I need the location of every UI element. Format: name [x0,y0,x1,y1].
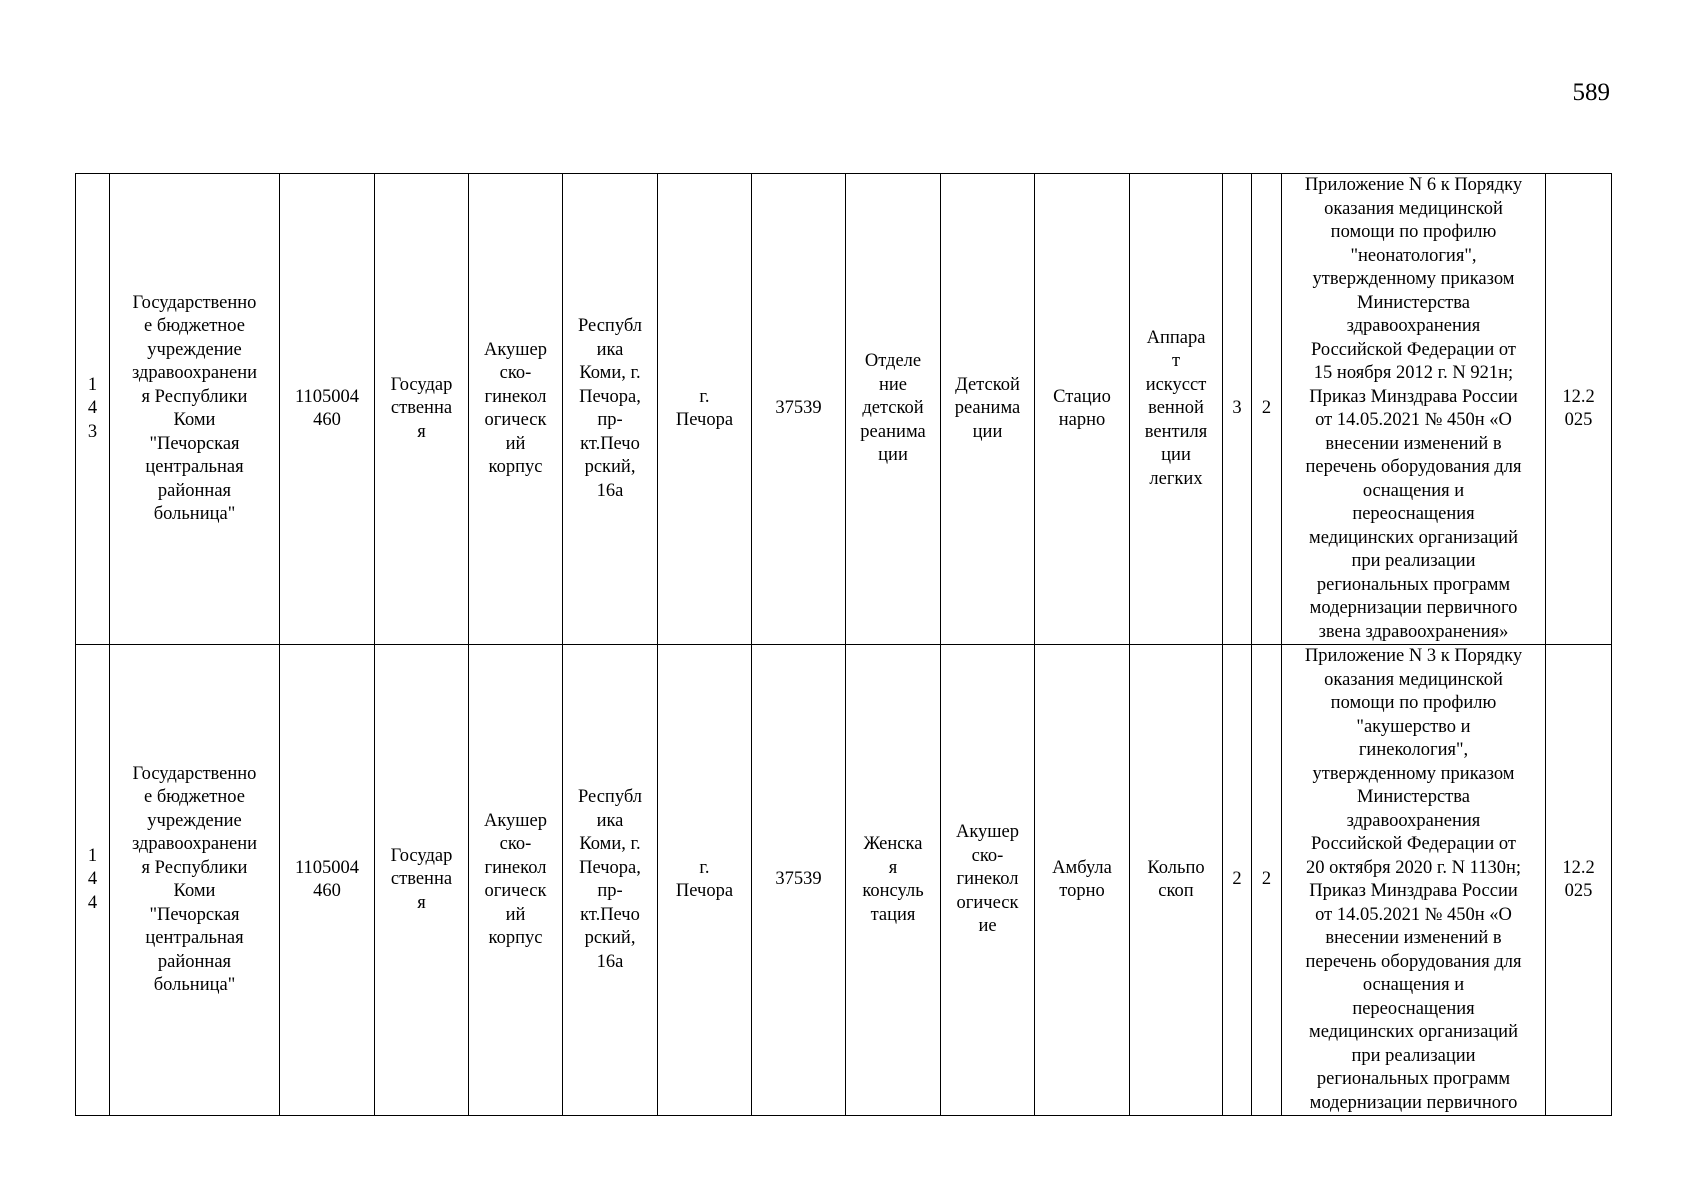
quantity-a-cell [1223,645,1252,1116]
cell-text: Государ ственна я [390,845,453,913]
cell-text: 1105004 460 [294,386,360,430]
cell-text: Акушер ско- гинекол огическ ий корпус [483,810,548,948]
row-number-cell [76,645,110,1116]
oktmo-cell [752,645,846,1116]
row-number-cell [76,174,110,645]
legal-basis-cell [1282,645,1546,1116]
cell-text: г. Печора [675,386,734,430]
cell-text: Аппара т искусст венной вентиля ции легких [1144,327,1208,489]
department-cell [846,645,941,1116]
profile-cell [941,174,1035,645]
cell-text: 1 4 3 [87,374,98,442]
table-row [76,645,1612,1116]
building-cell [469,645,563,1116]
quantity-b-cell [1252,174,1282,645]
date-cell [1546,645,1612,1116]
cell-text: Женска я консуль тация [862,834,924,925]
legal-basis-cell [1282,174,1546,645]
cell-text: Акушер ско- гинекол огическ ий корпус [483,339,548,477]
profile-cell [941,645,1035,1116]
table-row [76,174,1612,645]
cell-text: Государ ственна я [390,374,453,442]
quantity-a-cell [1223,174,1252,645]
cell-text: Отделе ние детской реанима ции [860,351,926,466]
cell-text: 2 [1232,869,1242,890]
department-cell [846,174,941,645]
cell-text: 37539 [775,398,822,419]
cell-text: Акушер ско- гинекол огическ ие [955,822,1020,937]
cell-text: Республ ика Коми, г. Печора, пр- кт.Печо рский, 16а [577,787,643,972]
address-cell [563,645,658,1116]
equipment-cell [1130,645,1223,1116]
cell-text: Приложение N 3 к Порядку оказания медицинской помощи по профилю "акушерство и гинекология", утвержденному приказом Министерства здравоохранения Российской Федерации от 20 октября 2020 г. N 1130н; Приказ Минздрава России от 14.05.2021 № 450н «О внесении изменений в перечень оборудования для оснащения и переоснащения медицинских организаций при реализации региональных программ модернизации первичного [1304,646,1523,1113]
cell-text: 3 [1232,398,1242,419]
cell-text: 37539 [775,869,822,890]
cell-text: Государственно е бюджетное учреждение здравоохранени я Республики Коми "Печорская центральная районная больница" [131,292,258,524]
cell-text: Амбула торно [1052,857,1112,901]
building-cell [469,174,563,645]
cell-text: Государственно е бюджетное учреждение здравоохранени я Республики Коми "Печорская центральная районная больница" [131,763,258,995]
cell-text: 1 4 4 [87,845,98,913]
cell-text: 12.2 025 [1562,857,1595,901]
ownership-cell [375,174,469,645]
inn-cell [280,174,375,645]
cell-text: 2 [1261,869,1272,890]
cell-text: 2 [1261,398,1272,419]
address-cell [563,174,658,645]
cell-text: Стацио нарно [1053,386,1111,430]
quantity-b-cell [1252,645,1282,1116]
care-form-cell [1035,174,1130,645]
page-number: 589 [1572,79,1610,106]
cell-text: Приложение N 6 к Порядку оказания медицинской помощи по профилю "неонатология", утвержденному приказом Министерства здравоохранения Российской Федерации от 15 ноября 2012 г. N 921н; Приказ Минздрава России от 14.05.2021 № 450н «О внесении изменений в перечень оборудования для оснащения и переоснащения медицинских организаций при реализации региональных программ модернизации первичного звена здравоохранения» [1304,175,1523,642]
cell-text: 1105004 460 [294,857,360,901]
cell-text: 12.2 025 [1562,386,1595,430]
organization-cell [110,174,280,645]
inn-cell [280,645,375,1116]
city-cell [658,645,752,1116]
ownership-cell [375,645,469,1116]
registry-rows [76,174,1612,1116]
care-form-cell [1035,645,1130,1116]
registry-table [75,173,1612,1116]
oktmo-cell [752,174,846,645]
city-cell [658,174,752,645]
date-cell [1546,174,1612,645]
cell-text: Кольпо скоп [1147,857,1205,901]
cell-text: Республ ика Коми, г. Печора, пр- кт.Печо рский, 16а [577,316,643,501]
organization-cell [110,645,280,1116]
equipment-cell [1130,174,1223,645]
cell-text: Детской реанима ции [954,374,1021,442]
cell-text: г. Печора [675,857,734,901]
